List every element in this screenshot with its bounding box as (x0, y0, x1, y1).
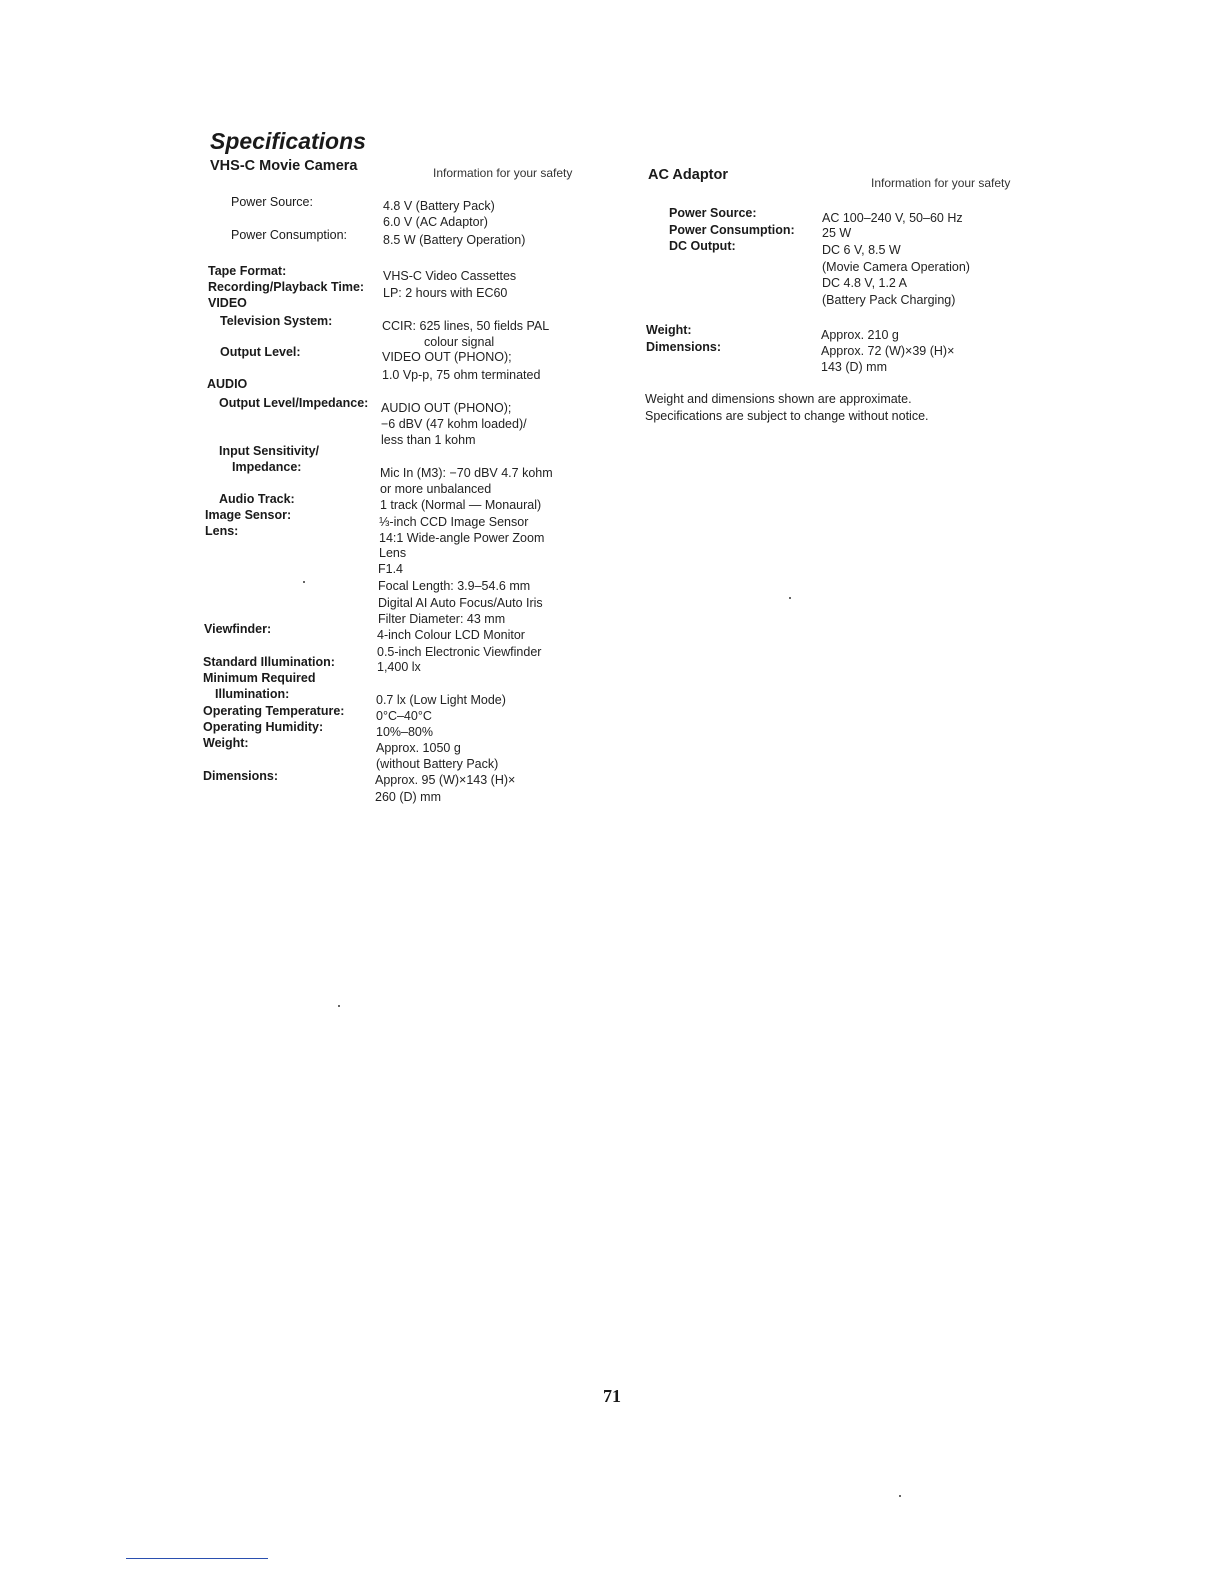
label-input-impedance: Impedance: (232, 460, 302, 474)
page-number: 71 (603, 1386, 621, 1406)
label-standard-illumination: Standard Illumination: (203, 655, 335, 669)
value-audio-impedance: less than 1 kohm (381, 433, 476, 447)
value-adaptor-weight: Approx. 210 g (821, 328, 899, 342)
value-lens-focal-length: Focal Length: 3.9–54.6 mm (378, 579, 531, 593)
label-minimum-illumination: Illumination: (215, 687, 290, 701)
value-adaptor-dc-camera: DC 6 V, 8.5 W (822, 243, 901, 257)
value-lens-zoom: 14:1 Wide-angle Power Zoom (379, 531, 545, 545)
value-tv-system: CCIR: 625 lines, 50 fields PAL (382, 319, 550, 333)
value-mic-unbalanced: or more unbalanced (380, 482, 492, 496)
value-tv-system-signal: colour signal (424, 335, 495, 349)
value-mic-in: Mic In (M3): −70 dBV 4.7 kohm (380, 466, 553, 480)
adaptor-heading: AC Adaptor (648, 167, 729, 183)
value-image-sensor: ⅓-inch CCD Image Sensor (379, 515, 529, 529)
value-lens: Lens (379, 546, 407, 560)
scan-speck (303, 581, 305, 583)
value-viewfinder-lcd: 4-inch Colour LCD Monitor (377, 628, 525, 642)
value-minimum-illumination: 0.7 lx (Low Light Mode) (376, 693, 506, 707)
label-operating-humidity: Operating Humidity: (203, 720, 324, 734)
label-output-level: Output Level: (220, 345, 301, 359)
label-adaptor-dc-output: DC Output: (669, 239, 736, 253)
value-operating-temperature: 0°C–40°C (376, 709, 432, 723)
adaptor-safety-info: Information for your safety (871, 176, 1011, 190)
label-lens: Lens: (205, 524, 239, 538)
value-viewfinder-evf: 0.5-inch Electronic Viewfinder (377, 645, 542, 659)
value-operating-humidity: 10%–80% (376, 725, 433, 739)
label-adaptor-power-consumption: Power Consumption: (669, 223, 795, 237)
scan-speck (789, 597, 791, 599)
footer-rule (126, 1558, 268, 1559)
value-standard-illumination: 1,400 lx (377, 660, 421, 674)
label-power-source: Power Source: (231, 195, 313, 209)
value-adaptor-power-consumption: 25 W (822, 226, 852, 240)
label-adaptor-power-source: Power Source: (669, 206, 757, 220)
value-power-source-battery: 4.8 V (Battery Pack) (383, 199, 495, 213)
value-adaptor-dimensions-depth: 143 (D) mm (821, 360, 887, 374)
value-weight-note: (without Battery Pack) (376, 757, 499, 771)
label-tape-format: Tape Format: (208, 264, 287, 278)
label-audio-track: Audio Track: (219, 492, 295, 506)
value-audio-level: −6 dBV (47 kohm loaded)/ (381, 417, 527, 431)
value-adaptor-power-source: AC 100–240 V, 50–60 Hz (822, 211, 963, 225)
value-audio-track: 1 track (Normal — Monaural) (380, 498, 542, 512)
label-image-sensor: Image Sensor: (205, 508, 292, 522)
value-audio-out: AUDIO OUT (PHONO); (381, 401, 512, 415)
label-video: VIDEO (208, 296, 247, 310)
value-power-source-ac: 6.0 V (AC Adaptor) (383, 215, 488, 229)
scan-speck (338, 1005, 340, 1007)
label-rec-play-time: Recording/Playback Time: (208, 280, 365, 294)
value-video-level: 1.0 Vp-p, 75 ohm terminated (382, 368, 541, 382)
value-video-out: VIDEO OUT (PHONO); (382, 350, 512, 364)
value-weight: Approx. 1050 g (376, 741, 461, 755)
label-tv-system: Television System: (220, 314, 333, 328)
scan-speck (899, 1495, 901, 1497)
label-viewfinder: Viewfinder: (204, 622, 272, 636)
label-audio: AUDIO (207, 377, 248, 391)
label-adaptor-weight: Weight: (646, 323, 692, 337)
note-subject-to-change: Specifications are subject to change without notice. (645, 409, 929, 423)
label-input-sensitivity: Input Sensitivity/ (219, 444, 320, 458)
value-adaptor-dc-battery-note: (Battery Pack Charging) (822, 293, 956, 307)
value-rec-play-time: LP: 2 hours with EC60 (383, 286, 508, 300)
value-dimensions-depth: 260 (D) mm (375, 790, 441, 804)
note-approximate: Weight and dimensions shown are approximate. (645, 392, 912, 406)
value-adaptor-dimensions: Approx. 72 (W)×39 (H)× (821, 344, 955, 358)
value-lens-focus: Digital AI Auto Focus/Auto Iris (378, 596, 543, 610)
value-adaptor-dc-battery: DC 4.8 V, 1.2 A (822, 276, 908, 290)
page-title: Specifications (210, 128, 366, 154)
label-output-level-impedance: Output Level/Impedance: (219, 396, 369, 410)
camera-heading: VHS-C Movie Camera (210, 158, 358, 174)
value-power-consumption: 8.5 W (Battery Operation) (383, 233, 526, 247)
label-power-consumption: Power Consumption: (231, 228, 348, 242)
label-operating-temperature: Operating Temperature: (203, 704, 345, 718)
label-adaptor-dimensions: Dimensions: (646, 340, 722, 354)
value-tape-format: VHS-C Video Cassettes (383, 269, 517, 283)
camera-safety-info: Information for your safety (433, 166, 573, 180)
label-dimensions: Dimensions: (203, 769, 279, 783)
value-lens-filter: Filter Diameter: 43 mm (378, 612, 506, 626)
label-weight: Weight: (203, 736, 249, 750)
value-lens-aperture: F1.4 (378, 562, 404, 576)
label-minimum-required: Minimum Required (203, 671, 316, 685)
value-dimensions: Approx. 95 (W)×143 (H)× (375, 773, 516, 787)
value-adaptor-dc-camera-note: (Movie Camera Operation) (822, 260, 970, 274)
